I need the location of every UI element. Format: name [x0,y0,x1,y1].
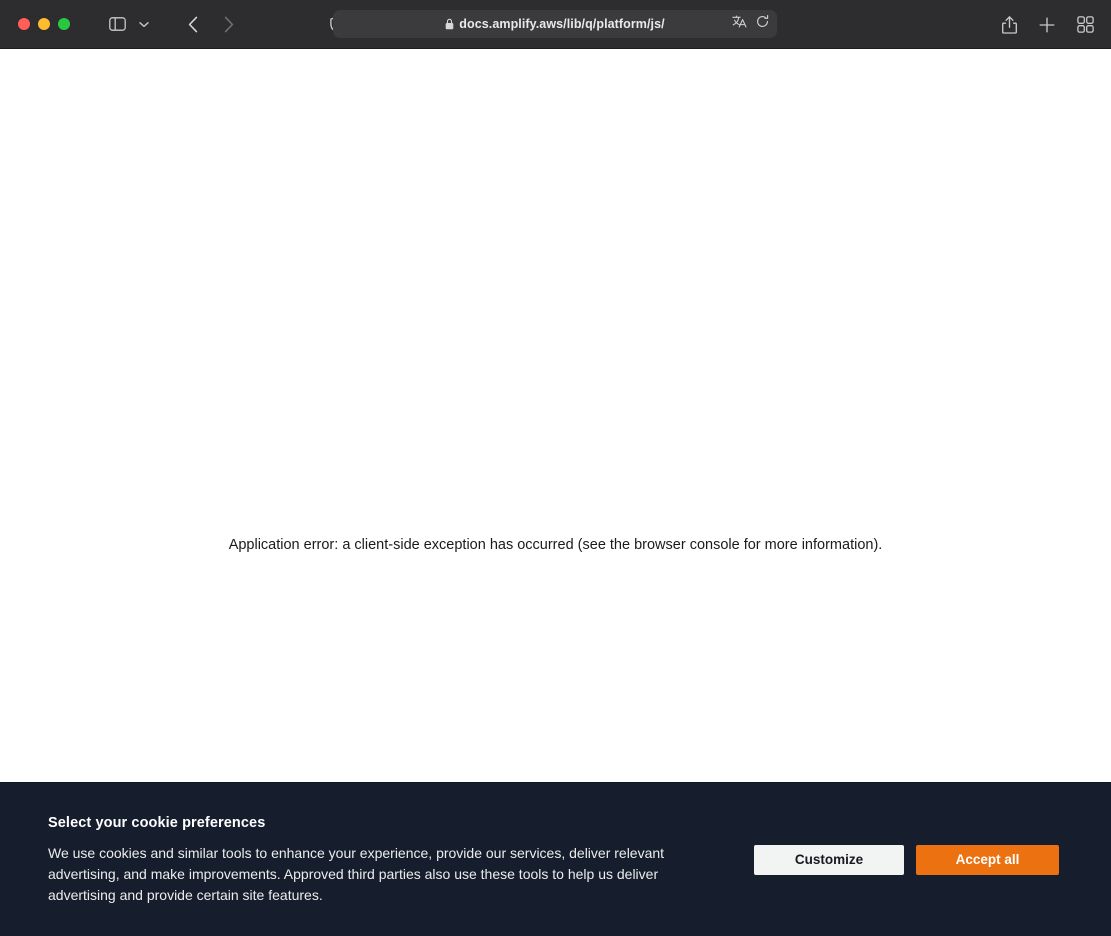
page-content [0,49,1111,936]
plus-icon[interactable] [1035,11,1059,39]
sidebar-controls [102,10,154,38]
grid-icon[interactable] [1073,11,1097,39]
accept-all-button[interactable]: Accept all [916,845,1059,875]
cookie-banner-inner [0,783,1111,936]
customize-button[interactable]: Customize [754,845,904,875]
address-bar-content [445,17,664,31]
lock-icon [445,18,454,30]
cookie-banner-title: Select your cookie preferences [48,815,266,831]
sidebar-icon[interactable] [102,10,132,38]
cookie-banner-body: We use cookies and similar tools to enhance your experience, provide our services, deliver relevant advertising, and make improvements. Approved third parties also use these tools to help us deliver advertising and provide certain site features. [48,845,665,903]
navigation-controls [182,10,240,38]
cookie-preferences-banner [0,782,1111,936]
maximize-window-button[interactable] [58,18,70,30]
address-bar-url: docs.amplify.aws/lib/q/platform/js/ [459,17,665,31]
browser-toolbar [0,0,1111,49]
application-error-message: Application error: a client-side exception has occurred (see the browser console for more information). [228,537,883,553]
forward-button[interactable] [218,10,240,38]
minimize-window-button[interactable] [38,18,50,30]
translate-icon[interactable] [732,15,747,33]
share-icon[interactable] [997,11,1021,39]
back-button[interactable] [182,10,204,38]
cookie-banner-buttons [754,845,1059,875]
close-window-button[interactable] [18,18,30,30]
toolbar-right-actions [997,0,1097,49]
chevron-down-icon[interactable] [134,10,154,38]
reload-icon[interactable] [756,15,769,33]
window-traffic-lights [18,18,70,30]
address-bar-actions [732,10,769,38]
address-bar[interactable] [333,10,777,38]
